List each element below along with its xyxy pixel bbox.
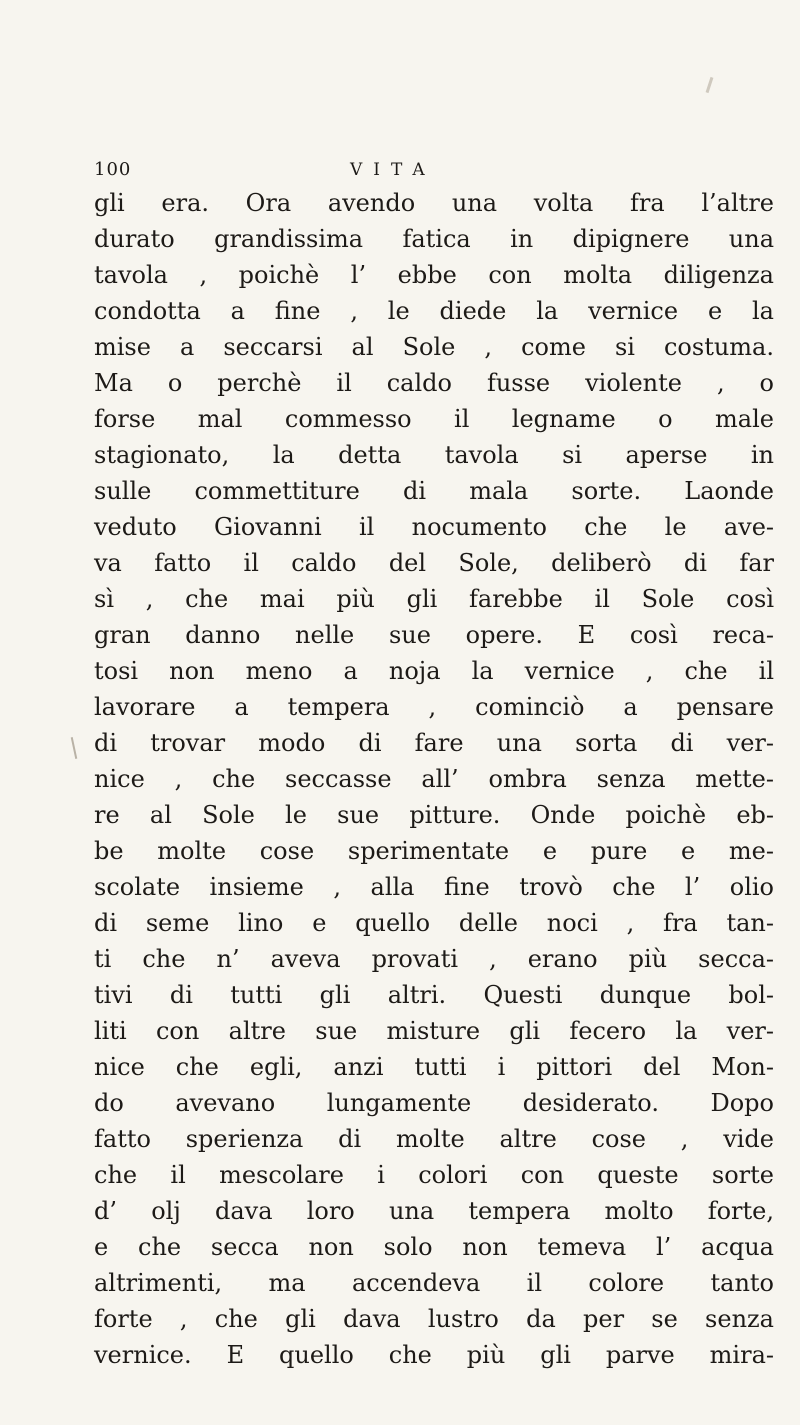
text-line: condotta a fine , le diede la vernice e la (94, 297, 774, 325)
text-line: tosi non meno a noja la vernice , che il (94, 657, 774, 685)
text-line: e che secca non solo non temeva l’ acqua (94, 1233, 774, 1261)
text-line: tavola , poichè l’ ebbe con molta diligenza (94, 261, 774, 289)
text-line: mise a seccarsi al Sole , come si costuma. (94, 333, 774, 361)
text-line: scolate insieme , alla fine trovò che l’ olio (94, 873, 774, 901)
body-text (94, 185, 774, 1373)
text-line: va fatto il caldo del Sole, deliberò di far (94, 549, 774, 577)
text-line: nice , che seccasse all’ ombra senza mette- (94, 765, 774, 793)
text-line: durato grandissima fatica in dipignere una (94, 225, 774, 253)
text-line: di seme lino e quello delle noci , fra tan- (94, 909, 774, 937)
text-line: forse mal commesso il legname o male (94, 405, 774, 433)
text-line: stagionato, la detta tavola si aperse in (94, 441, 774, 469)
running-head: VITA (350, 160, 436, 180)
paper-speck (706, 77, 714, 93)
text-line: sulle commettiture di mala sorte. Laonde (94, 477, 774, 505)
text-line: re al Sole le sue pitture. Onde poichè eb- (94, 801, 774, 829)
text-line: tivi di tutti gli altri. Questi dunque bol- (94, 981, 774, 1009)
text-line: di trovar modo di fare una sorta di ver- (94, 729, 774, 757)
text-line: sì , che mai più gli farebbe il Sole così (94, 585, 774, 613)
page-header (94, 156, 679, 184)
margin-mark (71, 737, 78, 759)
text-line: lavorare a tempera , cominciò a pensare (94, 693, 774, 721)
text-line: Ma o perchè il caldo fusse violente , o (94, 369, 774, 397)
text-line: ti che n’ aveva provati , erano più secca- (94, 945, 774, 973)
text-line: forte , che gli dava lustro da per se senza (94, 1305, 774, 1333)
text-line: vernice. E quello che più gli parve mira- (94, 1341, 774, 1369)
text-line: d’ olj dava loro una tempera molto forte, (94, 1197, 774, 1225)
page-number: 100 (94, 159, 132, 180)
text-line: veduto Giovanni il nocumento che le ave- (94, 513, 774, 541)
text-line: gli era. Ora avendo una volta fra l’altre (94, 189, 774, 217)
text-line: be molte cose sperimentate e pure e me- (94, 837, 774, 865)
text-line: nice che egli, anzi tutti i pittori del Mon- (94, 1053, 774, 1081)
text-line: altrimenti, ma accendeva il colore tanto (94, 1269, 774, 1297)
text-line: liti con altre sue misture gli fecero la ver- (94, 1017, 774, 1045)
text-line: do avevano lungamente desiderato. Dopo (94, 1089, 774, 1117)
text-line: che il mescolare i colori con queste sorte (94, 1161, 774, 1189)
text-line: gran danno nelle sue opere. E così reca- (94, 621, 774, 649)
text-line: fatto sperienza di molte altre cose , vide (94, 1125, 774, 1153)
